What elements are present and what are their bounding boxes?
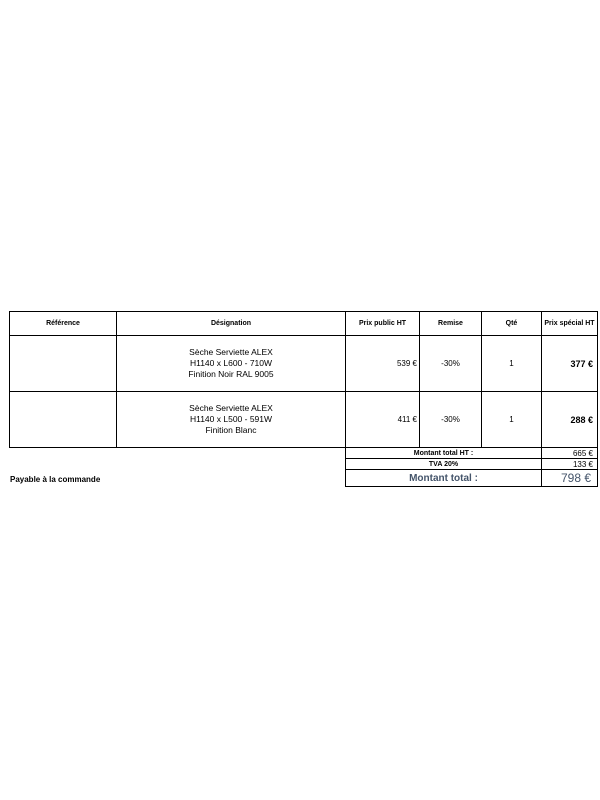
header-reference: Référence bbox=[10, 312, 117, 336]
cell-designation bbox=[117, 336, 346, 392]
header-public-price: Prix public HT bbox=[346, 312, 420, 336]
cell-designation bbox=[117, 392, 346, 448]
designation-line: Sèche Serviette ALEX bbox=[189, 403, 273, 413]
designation-line: Finition Noir RAL 9005 bbox=[188, 369, 274, 379]
designation-line: H1140 x L600 - 710W bbox=[189, 358, 273, 368]
table-header-row bbox=[10, 312, 598, 336]
header-discount: Remise bbox=[420, 312, 482, 336]
table-row bbox=[10, 392, 598, 448]
header-special-price: Prix spécial HT bbox=[542, 312, 598, 336]
subtotal-value: 665 € bbox=[542, 448, 598, 459]
cell-special-price: 288 € bbox=[542, 392, 598, 448]
header-qty: Qté bbox=[482, 312, 542, 336]
designation-line: Finition Blanc bbox=[205, 425, 257, 435]
cell-qty: 1 bbox=[482, 392, 542, 448]
quote-table bbox=[9, 311, 598, 487]
vat-row bbox=[10, 459, 598, 470]
vat-label: TVA 20% bbox=[346, 459, 542, 470]
cell-public-price: 411 € bbox=[346, 392, 420, 448]
grand-total-label: Montant total : bbox=[346, 470, 542, 487]
cell-public-price: 539 € bbox=[346, 336, 420, 392]
designation-line: H1140 x L500 - 591W bbox=[189, 414, 273, 424]
cell-discount: -30% bbox=[420, 336, 482, 392]
payment-note: Payable à la commande bbox=[10, 475, 101, 484]
vat-value: 133 € bbox=[542, 459, 598, 470]
subtotal-row bbox=[10, 448, 598, 459]
grand-total-value: 798 € bbox=[542, 470, 598, 487]
designation-line: Sèche Serviette ALEX bbox=[189, 347, 273, 357]
table-row bbox=[10, 336, 598, 392]
cell-discount: -30% bbox=[420, 392, 482, 448]
header-designation: Désignation bbox=[117, 312, 346, 336]
cell-qty: 1 bbox=[482, 336, 542, 392]
subtotal-label: Montant total HT : bbox=[346, 448, 542, 459]
cell-special-price: 377 € bbox=[542, 336, 598, 392]
cell-reference bbox=[10, 336, 117, 392]
cell-reference bbox=[10, 392, 117, 448]
